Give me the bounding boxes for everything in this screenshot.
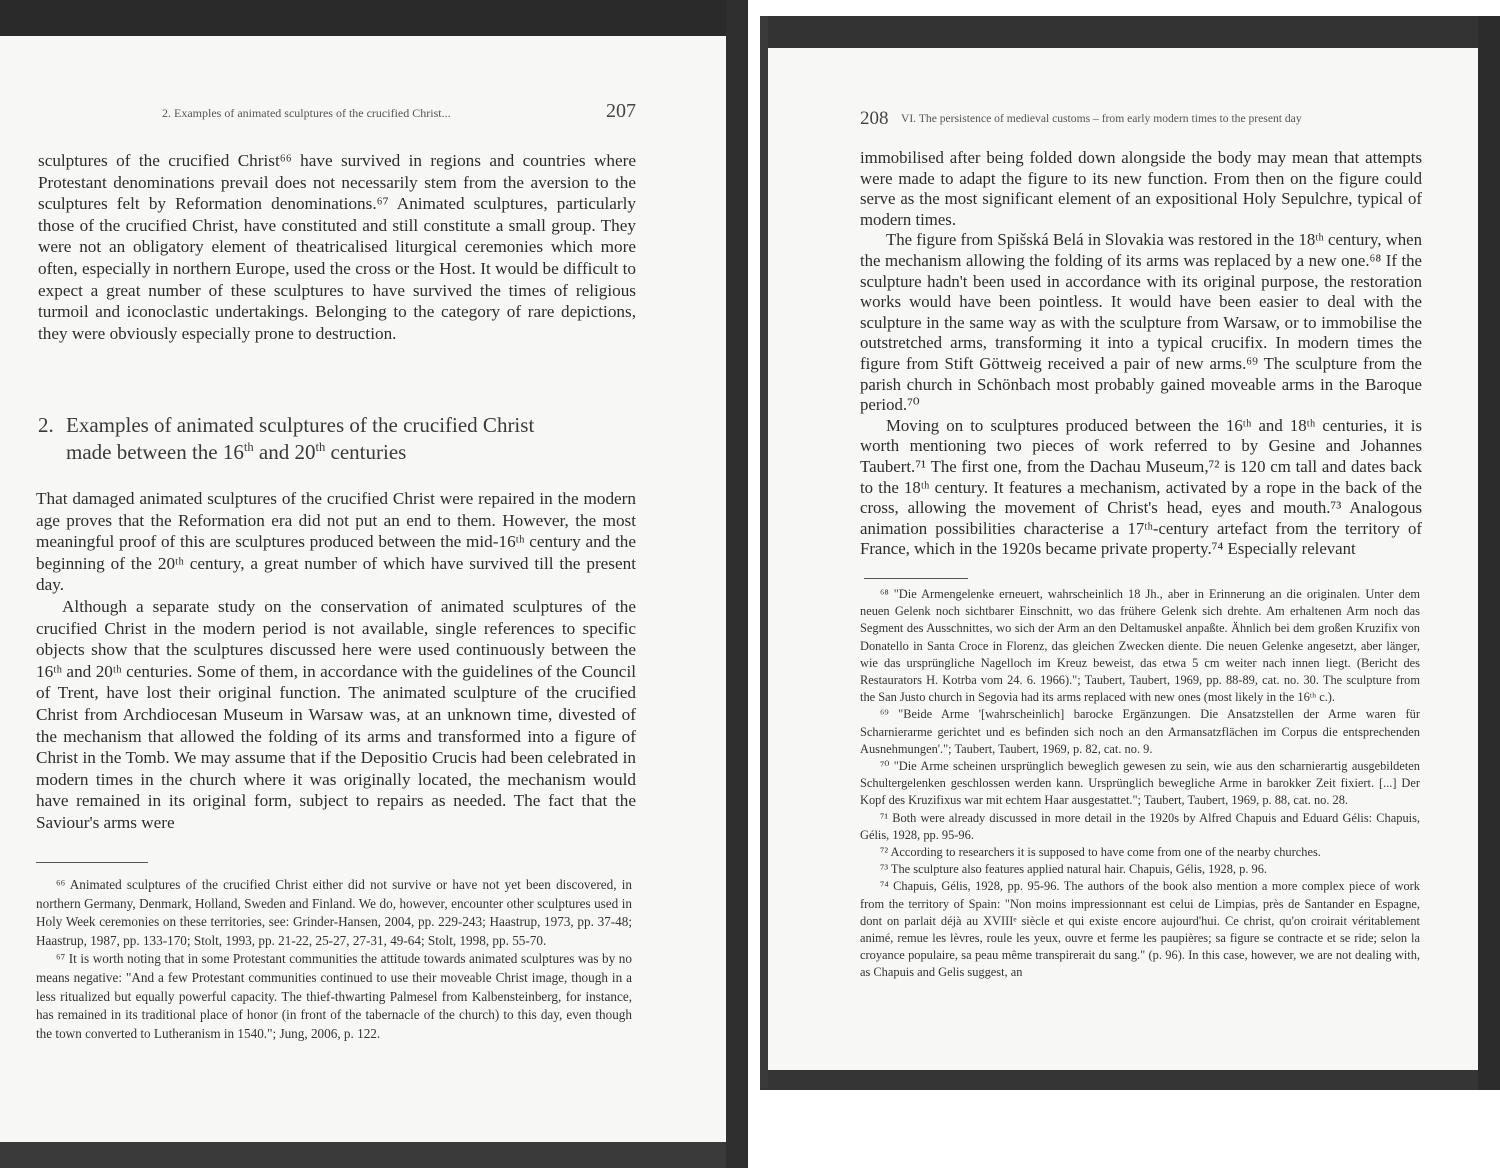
- scan-border-right-edge: [1478, 16, 1500, 1090]
- footnote-71: ⁷¹ Both were already discussed in more detail in the 1920s by Alfred Chapuis and Eduard Gélis: Chapuis, Gélis, 1928, pp. 95-96.: [860, 810, 1420, 842]
- right-paragraph-2: The figure from Spišská Belá in Slovakia was restored in the 18ᵗʰ century, when the mechanism allowing the folding of its arms was replaced by a new one.⁶⁸ If the sculpture hadn't been used in accordance with its original purpose, the restoration works would have been pointless. It would have been easier to deal with the sculpture in the same way as with the sculpture from Warsaw, or to immobilise the outstretched arms, transforming it into a typical crucifix. In modern times the figure from Stift Göttweig received a pair of new arms.⁶⁹ The sculpture from the parish church in Schönbach most probably gained moveable arms in the Baroque period.⁷⁰: [860, 230, 1422, 415]
- left-body-bottom: [36, 488, 636, 834]
- footnote-69: ⁶⁹ "Beide Arme '[wahrscheinlich] barocke Ergänzungen. Die Ansatzstellen der Arme waren für Scharnierarme gerichtet und es befinden sich noch an den Armansatzflächen im Corpus die entsprechenden Ausnehmungen'."; Taubert, Taubert, 1969, p. 82, cat. no. 9.: [860, 707, 1420, 756]
- section-title-line1: Examples of animated sculptures of the crucified Christ: [66, 413, 535, 437]
- left-paragraph-1: sculptures of the crucified Christ⁶⁶ have survived in regions and countries where Protestant denominations prevail does not necessarily stem from the aversion to the sculptures felt by Reformation denominations.⁶⁷ Animated sculptures, particularly those of the crucified Christ, have constituted and still constitute a small group. They were not an obligatory element of theatricalised liturgical ceremonies which more often, especially in northern Europe, used the cross or the Host. It would be difficult to expect a great number of these sculptures to have survived the times of religious turmoil and iconoclastic undertakings. Belonging to the category of rare depictions, they were obviously especially prone to destruction.: [38, 151, 636, 343]
- right-paragraph-3: Moving on to sculptures produced between the 16ᵗʰ and 18ᵗʰ centuries, it is worth mentioning two pieces of work referred to by Gesine and Johannes Taubert.⁷¹ The first one, from the Dachau Museum,⁷² is 120 cm tall and dates back to the 18ᵗʰ century. It features a mechanism, activated by a rope in the back of the cross, allowing the movement of Christ's head, eyes and mouth.⁷³ Analogous animation possibilities characterise a 17ᵗʰ-century artefact from the territory of France, which in the 1920s became private property.⁷⁴ Especially relevant: [860, 415, 1422, 559]
- footnote-rule-right: [864, 578, 968, 579]
- footnote-66: ⁶⁶ Animated sculptures of the crucified Christ either did not survive or have not yet been discovered, in northern Germany, Denmark, Holland, Sweden and Finland. We do, however, encounter other sculptures used in Holy Week ceremonies on these territories, see: Grinder-Hansen, 2004, pp. 229-243; Haastrup, 1973, pp. 37-48; Haastrup, 1987, pp. 133-170; Stolt, 1993, pp. 21-22, 25-27, 27-31, 49-64; Stolt, 1998, pp. 55-70.: [36, 877, 632, 948]
- right-footnotes: [860, 586, 1420, 982]
- footnote-74: ⁷⁴ Chapuis, Gélis, 1928, pp. 95-96. The authors of the book also mention a more complex piece of work from the territory of Spain: "Non moins impressionnant est celui de Limpias, près de Santander en Espagne, dont on parlait déjà au XVIIIᵉ siècle et qui existe encore aujourd'hui. Ce christ, qu'on croirait véritablement animé, remue les lèvres, roule les yeux, ouvre et ferme les paupières; sa figure se contracte et se ride; selon la croyance populaire, sa peau même transpirerait du sang." (p. 96). In this case, however, we are not dealing with, as Chapuis and Gelis suggest, an: [860, 879, 1420, 980]
- left-page: [0, 36, 726, 1142]
- footnote-67: ⁶⁷ It is worth noting that in some Protestant communities the attitude towards animated sculptures was by no means negative: "And a few Protestant communities continued to use their moveable Christ image, though in a less ritualized but equally powerful capacity. The thief-thwarting Palmesel from Kalbensteinberg, for instance, has remained in its traditional place of honor (in front of the tabernacle of the church) to this day, even though the town converted to Lutheranism in 1540."; Jung, 2006, p. 122.: [36, 951, 632, 1041]
- section-number: 2.: [38, 413, 54, 437]
- scan-border-top-left: [0, 0, 748, 36]
- left-body-top: [38, 150, 636, 344]
- section-heading: [38, 412, 638, 466]
- footnote-73: ⁷³ The sculpture also features applied natural hair. Chapuis, Gélis, 1928, p. 96.: [880, 862, 1268, 877]
- scan-border-gutter-left: [726, 0, 748, 1168]
- left-paragraph-2: That damaged animated sculptures of the crucified Christ were repaired in the modern age proves that the Reformation era did not put an end to them. However, the most meaningful proof of this are sculptures produced between the mid-16ᵗʰ century and the beginning of the 20ᵗʰ century, a great number of which have survived till the present day.: [36, 489, 636, 595]
- scan-border-bottom-right: [760, 1070, 1500, 1090]
- running-head-left: 2. Examples of animated sculptures of the crucified Christ...: [162, 106, 451, 120]
- left-footnotes: [36, 876, 632, 1043]
- left-paragraph-3: Although a separate study on the conservation of animated sculptures of the crucified Christ in the modern period is not available, single references to specific objects show that the sculptures discussed here were used continuously between the 16ᵗʰ and 20ᵗʰ centuries. Some of them, in accordance with the guidelines of the Council of Trent, have lost their original function. The animated sculpture of the crucified Christ from Archdiocesan Museum in Warsaw was, at an unknown time, divested of the mechanism that allowed the folding of its arms and transformed into a figure of Christ in the Tomb. We may assume that if the Depositio Crucis had been celebrated in modern times in the church where it was originally located, the mechanism would have remained in its original form, subject to repairs as needed. The fact that the Saviour's arms were: [36, 596, 636, 832]
- footnote-rule-left: [36, 862, 148, 863]
- section-title-line2: made between the 16th and 20th centuries: [66, 440, 407, 464]
- scan-border-top-right: [762, 16, 1500, 48]
- page-number-right: 208: [860, 108, 889, 129]
- page-number-left: 207: [606, 100, 636, 122]
- footnote-68: ⁶⁸ "Die Armengelenke erneuert, wahrscheinlich 18 Jh., aber in Erinnerung an die originalen. Unter dem neuen Gelenk noch sichtbarer Einschnitt, wo das frühere Gelenk sich drehte. Am erhaltenen Arm noch das Segment des Ausschnittes, wo sich der Arm an den Deltamuskel anpaßte. Ähnlich bei dem großen Kruzifix von Donatello in Santa Croce in Florenz, das gleichen Zwecken diente. Die neuen Gelenke angesetzt, aber länger, wie das ursprüngliche Nagelloch im Kreuz beweist, das etwa 5 cm weiter nach innen liegt. (Bericht des Restaurators H. Kotrba vom 24. 6. 1966)."; Taubert, Taubert, 1969, pp. 88-89, cat. no. 30. The sculpture from the San Justo church in Segovia had its arms replaced with new ones (most likely in the 16ᵗʰ c.).: [860, 587, 1420, 705]
- footnote-70: ⁷⁰ "Die Arme scheinen ursprünglich beweglich gewesen zu sein, wie aus den scharnierartig ausgebildeten Schultergelenken geschlossen werden kann. Ursprünglich bewegliche Arme in barokker Zeit fixiert. [...] Der Kopf des Kruzifixus war mit echtem Haar ausgestattet."; Taubert, Taubert, 1969, p. 88, cat. no. 28.: [860, 759, 1420, 808]
- footnote-72: ⁷² According to researchers it is supposed to have come from one of the nearby churches.: [880, 845, 1321, 860]
- scan-border-gutter-right: [760, 16, 768, 1088]
- scan-border-bottom-left: [0, 1142, 748, 1168]
- right-paragraph-1: immobilised after being folded down alongside the body may mean that attempts were made to adapt the figure to its new function. From then on the figure could serve as the most significant element of an expositional Holy Sepulchre, typical of modern times.: [860, 148, 1422, 229]
- right-page: [768, 48, 1478, 1070]
- right-body: [860, 148, 1422, 560]
- running-head-right: VI. The persistence of medieval customs – from early modern times to the present day: [901, 112, 1302, 125]
